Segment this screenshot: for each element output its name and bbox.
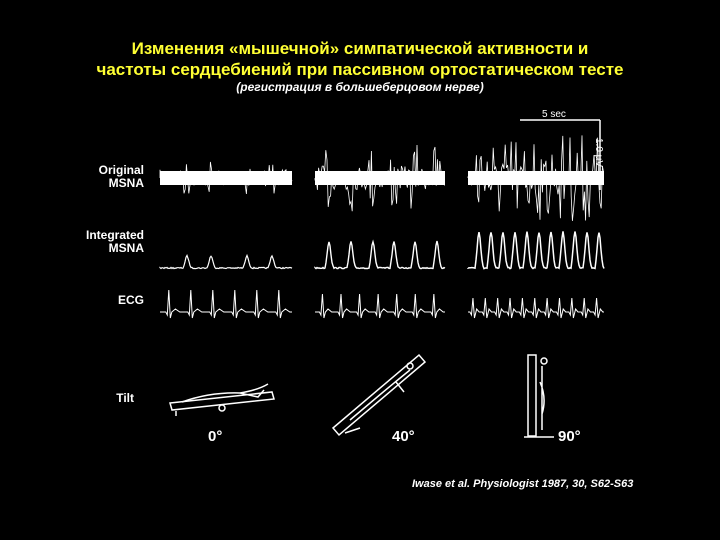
label-original-line2: MSNA bbox=[108, 176, 144, 190]
integrated-msna-traces bbox=[160, 231, 604, 268]
time-scale-label: 5 sec bbox=[542, 109, 566, 120]
tilt-table-90 bbox=[528, 355, 536, 436]
title-line-2: частоты сердцебиений при пассивном ортостатическом тесте bbox=[96, 60, 624, 79]
tilt-person-40 bbox=[350, 370, 410, 420]
ecg-trace-1 bbox=[315, 294, 445, 318]
citation: Iwase et al. Physiologist 1987, 30, S62-S63 bbox=[412, 478, 634, 490]
tilt-person-40-head bbox=[407, 363, 413, 369]
tilt-0-figure bbox=[170, 384, 274, 416]
subtitle: (регистрация в большеберцовом нерве) bbox=[236, 80, 484, 94]
title-line-1: Изменения «мышечной» симпатической активности и bbox=[131, 39, 589, 58]
integrated-msna-trace-1 bbox=[315, 241, 445, 269]
amplitude-scale-label: 1.0 μV bbox=[593, 138, 604, 168]
label-ecg: ECG bbox=[117, 293, 144, 307]
angle-40: 40° bbox=[392, 428, 415, 445]
tilt-person-0 bbox=[182, 384, 268, 402]
label-integrated-line2: MSNA bbox=[108, 241, 144, 255]
integrated-msna-trace-2 bbox=[468, 231, 604, 268]
original-msna-band-0 bbox=[160, 171, 292, 185]
tilt-40-figure bbox=[333, 355, 425, 435]
ecg-trace-2 bbox=[468, 298, 604, 318]
tilt-person-90 bbox=[540, 366, 544, 430]
original-msna-traces bbox=[160, 135, 604, 221]
original-msna-band-1 bbox=[315, 171, 445, 185]
label-integrated-line1: Integrated bbox=[85, 228, 144, 242]
angle-0: 0° bbox=[208, 428, 223, 445]
tilt-90-figure bbox=[524, 355, 554, 437]
ecg-traces bbox=[160, 290, 604, 318]
original-msna-band-2 bbox=[468, 171, 604, 185]
label-tilt: Tilt bbox=[116, 391, 134, 405]
tilt-person-90-head bbox=[541, 358, 547, 364]
ecg-trace-0 bbox=[160, 290, 292, 318]
integrated-msna-trace-0 bbox=[160, 256, 292, 269]
angle-90: 90° bbox=[558, 428, 581, 445]
label-original-line1: Original bbox=[98, 163, 144, 177]
tilt-person-0-head bbox=[219, 405, 225, 411]
